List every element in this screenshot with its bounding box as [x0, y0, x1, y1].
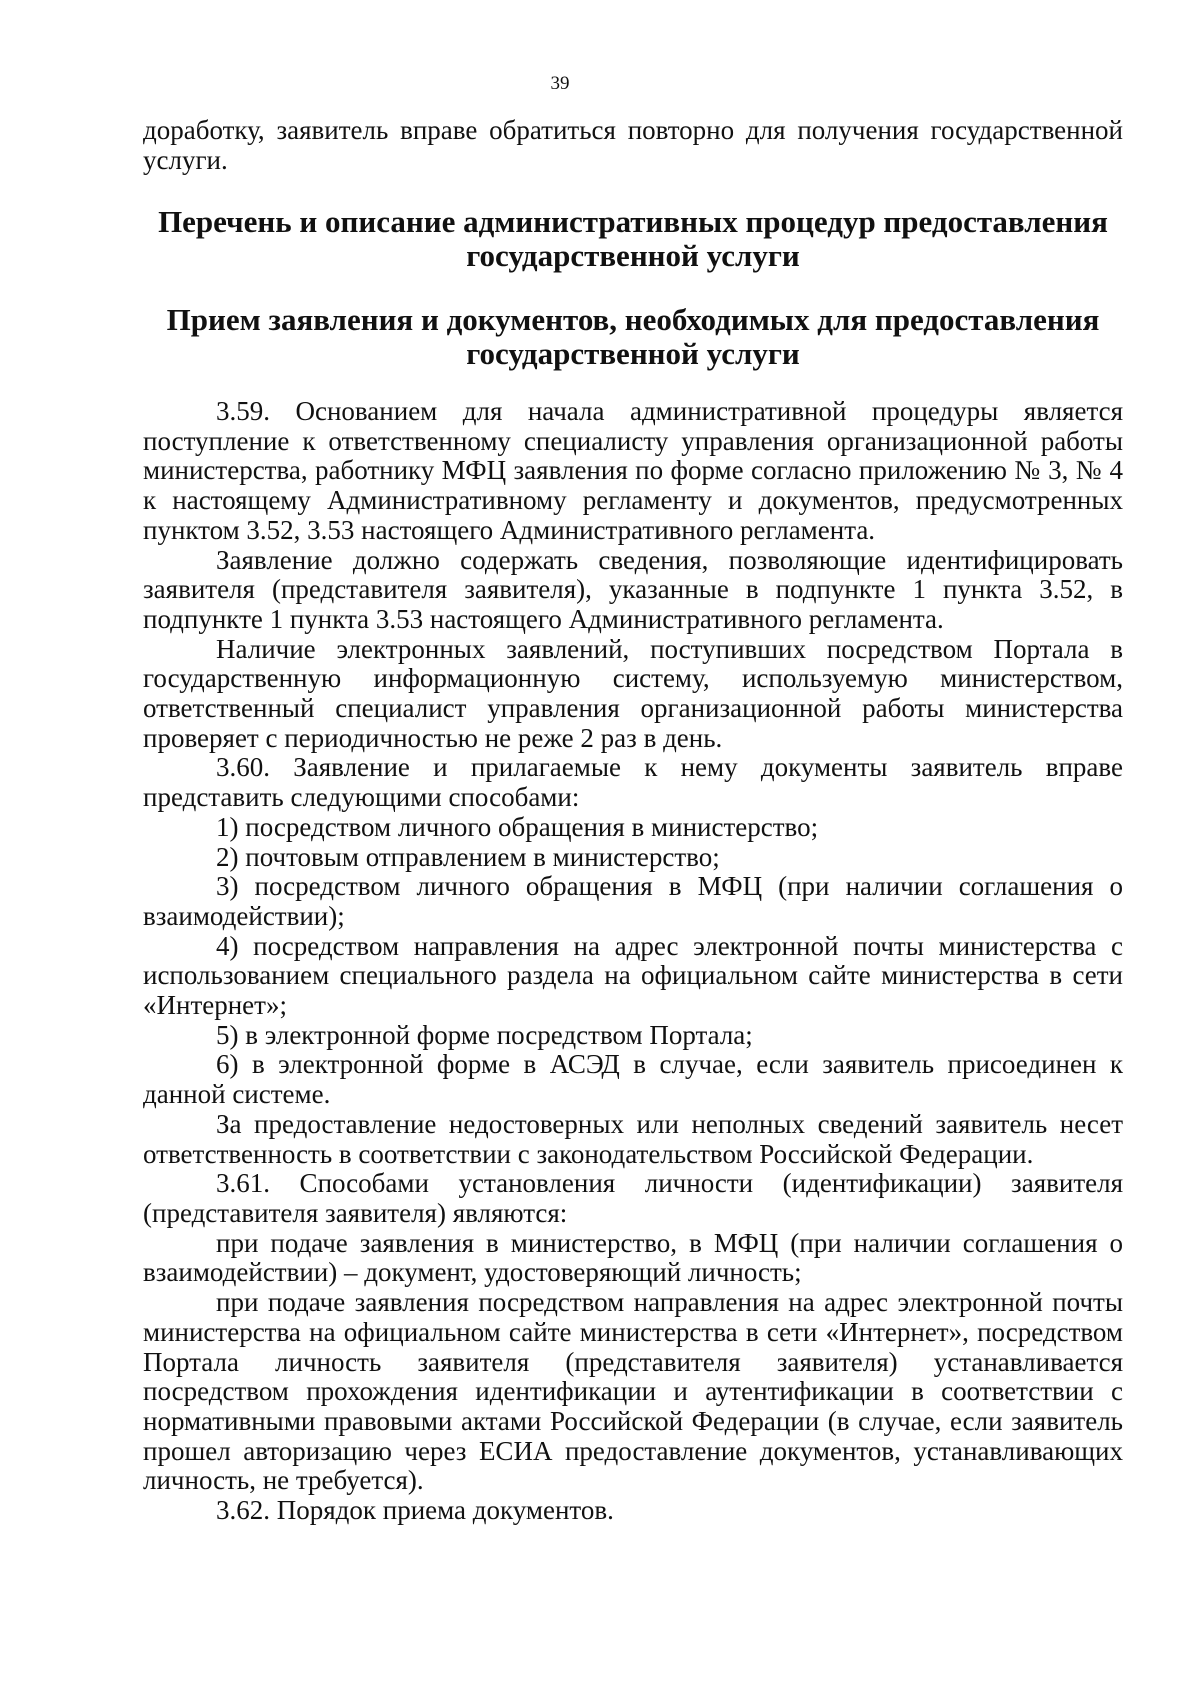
section-heading: Перечень и описание административных процедур предоставления государственной услуги	[158, 204, 1108, 273]
paragraph-3-62: 3.62. Порядок приема документов.	[216, 1495, 614, 1526]
page-number: 39	[550, 73, 570, 94]
subsection-heading: Прием заявления и документов, необходимых для предоставления государственной услуги	[166, 302, 1100, 371]
paragraph-identity-electronic: при подаче заявления посредством направления на адрес электронной почты министерства на официальном сайте министерства в сети «Интернет», посредством Портала личность заявителя (представителя заявителя) устанавливается посредством прохождения идентификации и аутентификации в соответствии с нормативными правовыми актами Российской Федерации (в случае, если заявитель прошел авторизацию через ЕСИА предоставление документов, устанавливающих личность, не требуется).	[143, 1287, 1123, 1496]
list-item-mfc: 3) посредством личного обращения в МФЦ (при наличии соглашения о взаимодействии);	[143, 871, 1123, 931]
list-item-ased: 6) в электронной форме в АСЭД в случае, если заявитель присоединен к данной системе.	[143, 1049, 1123, 1110]
paragraph-3-61: 3.61. Способами установления личности (идентификации) заявителя (представителя заявителя) являются:	[143, 1168, 1123, 1228]
document-body	[143, 397, 1123, 1526]
paragraph-responsibility: За предоставление недостоверных или неполных сведений заявитель несет ответственность в соответствии с законодательством Российской Федерации.	[143, 1108, 1123, 1169]
paragraph-electronic-applications: Наличие электронных заявлений, поступивших посредством Портала в государственную информационную систему, используемую министерством, ответственный специалист управления организационной работы министерства проверяет с периодичностью не реже 2 раз в день.	[143, 633, 1123, 753]
paragraph-identity-in-person: при подаче заявления в министерство, в МФЦ (при наличии соглашения о взаимодействии) – документ, удостоверяющий личность;	[143, 1227, 1123, 1288]
list-item-portal: 5) в электронной форме посредством Портала;	[216, 1019, 753, 1050]
list-item-email: 4) посредством направления на адрес электронной почты министерства с использованием специального раздела на официальном сайте министерства в сети «Интернет»;	[143, 930, 1123, 1021]
paragraph-3-59: 3.59. Основанием для начала административной процедуры является поступление к ответственному специалисту управления организационной работы министерства, работнику МФЦ заявления по форме согласно приложению № 3, № 4 к настоящему Административному регламенту и документов, предусмотренных пунктом 3.52, 3.53 настоящего Административного регламента.	[143, 396, 1123, 545]
paragraph-3-60: 3.60. Заявление и прилагаемые к нему документы заявитель вправе представить следующими способами:	[143, 752, 1123, 813]
paragraph-application-content: Заявление должно содержать сведения, позволяющие идентифицировать заявителя (представителя заявителя), указанные в подпункте 1 пункта 3.52, в подпункте 1 пункта 3.53 настоящего Административного регламента.	[143, 544, 1123, 634]
list-item-postal: 2) почтовым отправлением в министерство;	[216, 841, 720, 872]
intro-paragraph: доработку, заявитель вправе обратиться повторно для получения государственной услуги.	[143, 115, 1123, 175]
list-item-personal-ministry: 1) посредством личного обращения в министерство;	[216, 811, 819, 842]
